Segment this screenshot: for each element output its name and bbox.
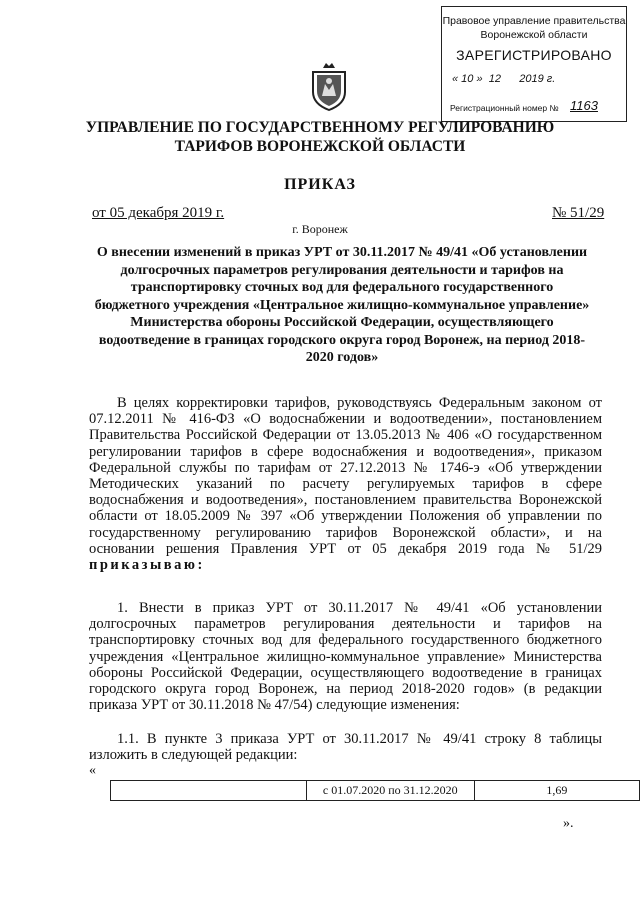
clause-1-1: 1.1. В пункте 3 приказа УРТ от 30.11.2017 № 49/41 строку 8 таблицы изложить в следующей редакции:	[89, 731, 602, 764]
quote-open: «	[89, 763, 96, 778]
order-date: от 05 декабря 2019 г.	[92, 205, 225, 221]
quote-close: ».	[563, 816, 574, 831]
preamble-paragraph	[89, 395, 602, 573]
table-cell-row-label	[111, 781, 307, 801]
preamble-text: В целях корректировки тарифов, руководствуясь Федеральным законом от 07.12.2011 № 416-ФЗ «О водоснабжении и водоотведении», постановлением Правительства Российской Федерации от 13.05.2013 № 406 «О государственном регулировании тарифов в сфере водоснабжения и водоотведения», приказом Федеральной службы по тарифам от 27.12.2013 № 1746-э «Об утверждении Методических указаний по расчету регулируемых тарифов в сфере водоснабжения и водоотведения», постановлением правительства Воронежской области от 18.05.2009 № 397 «Об утверждении Положения об управлении по государственному регулированию тарифов Воронежской области», и на основании решения Правления УРТ от 05 декабря 2019 года № 51/29	[89, 395, 602, 557]
organization-title-line1: УПРАВЛЕНИЕ ПО ГОСУДАРСТВЕННОМУ РЕГУЛИРОВАНИЮ	[85, 119, 555, 136]
city: г. Воронеж	[292, 222, 348, 236]
order-number: № 51/29	[552, 205, 605, 221]
registration-stamp	[441, 6, 627, 122]
coat-of-arms-icon	[308, 60, 350, 112]
document-type: ПРИКАЗ	[284, 176, 356, 193]
stamp-number-label: Регистрационный номер №	[450, 103, 559, 113]
table-row	[111, 781, 640, 801]
table-cell-value: 1,69	[474, 781, 639, 801]
table-cell-period: с 01.07.2020 по 31.12.2020	[306, 781, 474, 801]
order-heading: О внесении изменений в приказ УРТ от 30.11.2017 № 49/41 «Об установлении долгосрочных параметров регулирования деятельности и тарифов на транспортировку сточных вод для федерального государственного бюджетного учреждения «Центральное жилищно-коммунальное управление» Министерства обороны Российской Федерации, осуществляющего водоотведение в границах городского округа город Воронеж, на период 2018-2020 годов»	[94, 245, 590, 365]
stamp-authority-line1: Правовое управление правительства	[442, 15, 626, 27]
stamp-authority	[442, 14, 626, 42]
stamp-status: ЗАРЕГИСТРИРОВАНО	[456, 47, 612, 63]
stamp-date: « 10 » 12 2019 г.	[452, 73, 556, 85]
organization-title	[70, 118, 570, 156]
order-directive: приказываю:	[89, 557, 205, 574]
amended-table-row	[110, 780, 640, 801]
clause-1: 1. Внести в приказ УРТ от 30.11.2017 № 49/41 «Об установлении долгосрочных параметров регулирования деятельности и тарифов на транспортировку сточных вод для федерального государственного бюджетного учреждения «Центральное жилищно-коммунальное управление» Министерства обороны Российской Федерации, осуществляющего водоотведение в границах городского округа город Воронеж, на период 2018-2020 годов» (в редакции приказа УРТ от 30.11.2018 № 47/54) следующие изменения:	[89, 600, 602, 714]
organization-title-line2: ТАРИФОВ ВОРОНЕЖСКОЙ ОБЛАСТИ	[174, 138, 466, 155]
stamp-authority-line2: Воронежской области	[480, 29, 588, 41]
stamp-number: 1163	[570, 98, 598, 113]
